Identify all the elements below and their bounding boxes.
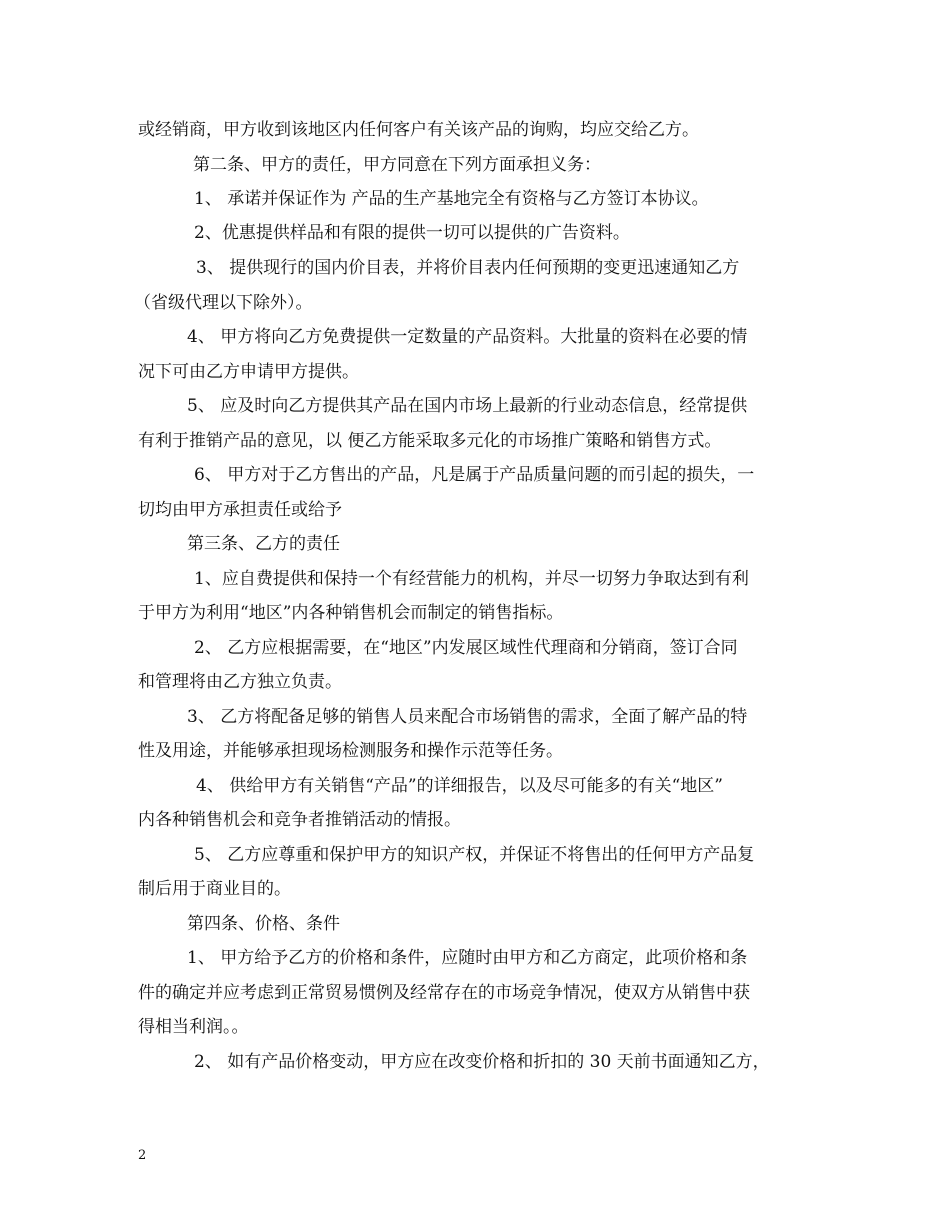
text-line: 2、 乙方应根据需要，在“地区”内发展区域性代理商和分销商，签订合同: [194, 638, 738, 658]
text-line: 内各种销售机会和竞争者推销活动的情报。: [138, 810, 461, 830]
section-heading: 第四条、价格、条件: [187, 914, 340, 934]
text-line: 性及用途，并能够承担现场检测服务和操作示范等任务。: [138, 741, 563, 761]
text-line: 切均由甲方承担责任或给予: [138, 500, 342, 520]
text-line: 5、 乙方应尊重和保护甲方的知识产权，并保证不将售出的任何甲方产品复: [194, 845, 755, 865]
text-line: 2、 如有产品价格变动，甲方应在改变价格和折扣的 30 天前书面通知乙方，: [194, 1052, 770, 1072]
text-line: 1、 甲方给予乙方的价格和条件，应随时由甲方和乙方商定，此项价格和条: [187, 948, 748, 968]
text-line: 3、 提供现行的国内价目表，并将价目表内任何预期的变更迅速通知乙方: [196, 258, 740, 278]
text-line: （省级代理以下除外）。: [134, 293, 313, 313]
text-line: 1、 承诺并保证作为 产品的生产基地完全有资格与乙方签订本协议。: [194, 189, 709, 209]
text-line: 有利于推销产品的意见，以 便乙方能采取多元化的市场推广策略和销售方式。: [138, 431, 722, 451]
text-line: 5、 应及时向乙方提供其产品在国内市场上最新的行业动态信息，经常提供: [187, 396, 748, 416]
page-number: 2: [138, 1148, 147, 1163]
text-line: 制后用于商业目的。: [138, 879, 291, 899]
text-line: 1、应自费提供和保持一个有经营能力的机构，并尽一切努力争取达到有利: [194, 569, 749, 589]
text-line: 于甲方为利用“地区”内各种销售机会而制定的销售指标。: [138, 603, 564, 623]
text-line: 和管理将由乙方独立负责。: [138, 672, 342, 692]
section-heading: 第三条、乙方的责任: [187, 534, 340, 554]
text-line: 2、优惠提供样品和有限的提供一切可以提供的广告资料。: [194, 223, 630, 243]
text-line: 件的确定并应考虑到正常贸易惯例及经常存在的市场竞争情况，使双方从销售中获: [138, 983, 750, 1003]
text-line: 得相当利润。。: [138, 1017, 249, 1037]
text-line: 6、 甲方对于乙方售出的产品，凡是属于产品质量问题的而引起的损失，一: [194, 465, 755, 485]
text-line: 第二条、甲方的责任，甲方同意在下列方面承担义务：: [193, 155, 601, 175]
text-line: 或经销商，甲方收到该地区内任何客户有关该产品的询购，均应交给乙方。: [138, 120, 699, 140]
text-line: 况下可由乙方申请甲方提供。: [138, 362, 359, 382]
text-line: 4、 供给甲方有关销售“产品”的详细报告，以及尽可能多的有关“地区”: [196, 776, 723, 796]
text-line: 3、 乙方将配备足够的销售人员来配合市场销售的需求，全面了解产品的特: [187, 707, 748, 727]
text-line: 4、 甲方将向乙方免费提供一定数量的产品资料。大批量的资料在必要的情: [187, 327, 748, 347]
